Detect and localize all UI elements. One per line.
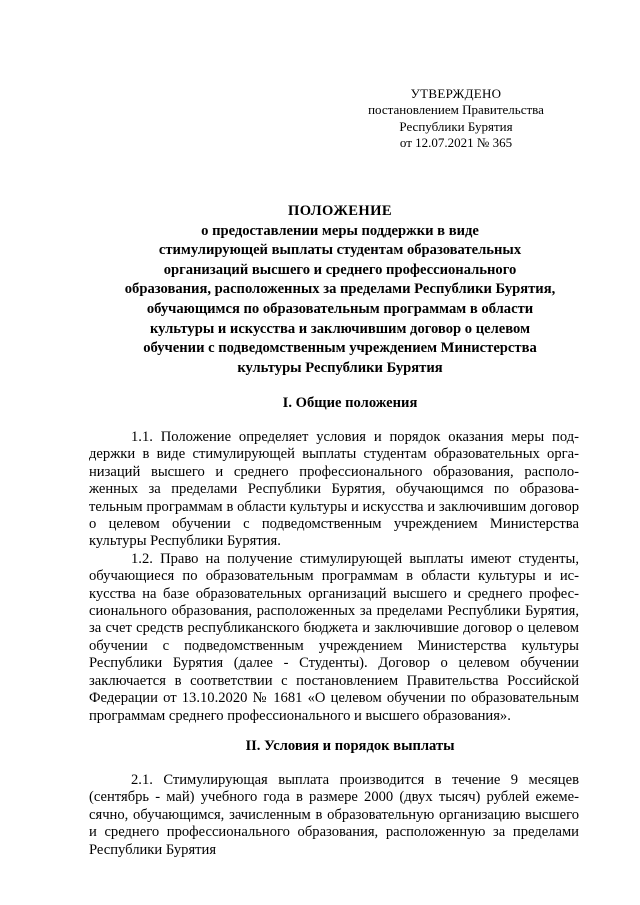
heading-line: образования, расположенных за пределами Республики Бурятия, xyxy=(124,281,556,298)
heading-line: организаций высшего и среднего профессионального xyxy=(163,261,517,278)
approval-title: УТВЕРЖДЕНО xyxy=(410,86,502,101)
section-body xyxy=(89,772,579,859)
approval-line: от 12.07.2021 № 365 xyxy=(399,134,513,150)
heading-title: ПОЛОЖЕНИЕ xyxy=(287,203,393,219)
heading-line: обучении с подведомственным учреждением Министерства xyxy=(143,340,537,357)
heading-line: культуры Республики Бурятия xyxy=(237,359,443,376)
approval-stamp xyxy=(356,86,556,151)
section-body xyxy=(89,429,579,725)
section-title: II. Условия и порядок выплаты xyxy=(245,738,455,754)
heading-line: культуры и искусства и заключившим договор о целевом xyxy=(149,320,531,337)
paragraph: 1.2. Право на получение стимулирующей выплаты имеют студенты, обучающиеся по образовательным программам в области культуры и искусства на базе образовательных организаций высшего и среднего профессионального образования, расположенных за пределами Республики Бурятия, за счет средств республиканского бюджета и заключившие договор о целевом обучении с подведомственным учреждением Министерства культуры Республики Бурятия (далее - Студенты). Договор о целевом обучении заключается в соответствии с постановлением Правительства Российской Федерации от 13.10.2020 № 1681 «О целевом обучении по образовательным программам среднего профессионального и высшего образования». xyxy=(89,550,579,724)
approval-line: постановлением Правительства xyxy=(368,102,544,118)
heading-line: о предоставлении меры поддержки в виде xyxy=(201,222,479,239)
approval-line: Республики Бурятия xyxy=(399,118,513,134)
heading-line: обучающимся по образовательным программам в области xyxy=(146,300,534,317)
document-heading xyxy=(80,202,600,378)
paragraph: 2.1. Стимулирующая выплата производится в течение 9 месяцев (сентябрь - май) учебного года в размере 2000 (двух тысяч) рублей ежемесячно, обучающимся, зачисленным в образовательную организацию высшего и среднего профессионального образования, расположенную за пределами Республики Бурятия xyxy=(89,772,579,858)
paragraph: 1.1. Положение определяет условия и порядок оказания меры поддержки в виде стимулирующей выплаты студентам образовательных организаций высшего и среднего профессионального образования, расположенных за пределами Республики Бурятия, обучающимся по образовательным программам в области культуры и искусства и заключившим договор о целевом обучении с подведомственным учреждением Министерства культуры Республики Бурятия. xyxy=(89,429,579,550)
section-title: I. Общие положения xyxy=(282,395,418,411)
heading-line: стимулирующей выплаты студентам образовательных xyxy=(158,242,522,259)
